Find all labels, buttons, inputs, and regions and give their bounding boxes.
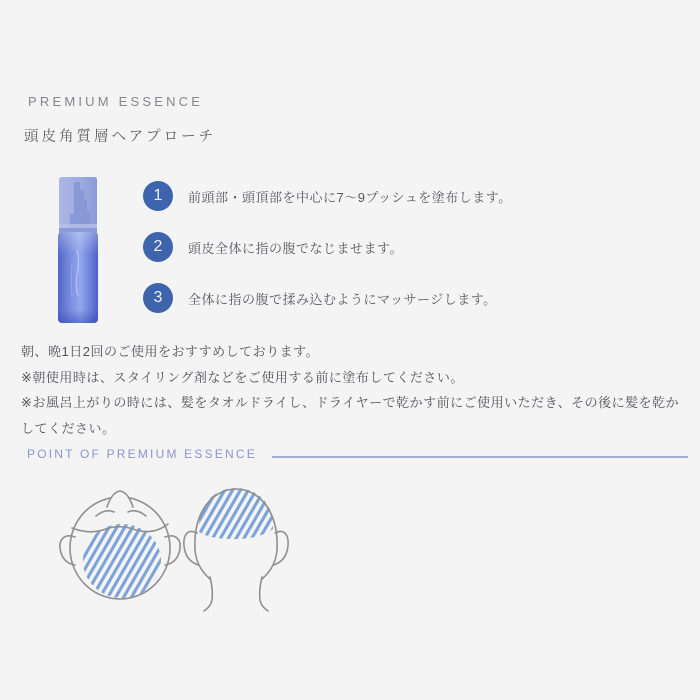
step-2 (143, 232, 403, 262)
brand-heading: PREMIUM ESSENCE (28, 94, 204, 109)
usage-notes (21, 339, 685, 441)
step-3-number-badge: 3 (143, 283, 173, 313)
point-section-rule (272, 456, 688, 458)
usage-note-line: ※お風呂上がりの時には、髪をタオルドライし、ドライヤーで乾かす前にご使用いただき、その後に髪を乾かしてください。 (21, 395, 680, 436)
usage-note-line: ※朝使用時は、スタイリング剤などをご使用する前に塗布してください。 (21, 369, 464, 385)
spray-bottle-icon (53, 174, 103, 326)
product-bottle-image (53, 174, 103, 326)
point-section-heading: POINT OF PREMIUM ESSENCE (27, 447, 257, 461)
page-subtitle: 頭皮角質層へアプローチ (24, 129, 217, 145)
step-1-text: 前頭部・頭頂部を中心に7〜9プッシュを塗布します。 (188, 189, 512, 205)
head-top-view-icon (60, 491, 180, 599)
step-2-text: 頭皮全体に指の腹でなじませます。 (188, 240, 403, 256)
step-3 (143, 283, 497, 313)
usage-note-line: 朝、晩1日2回のご使用をおすすめしております。 (21, 344, 320, 359)
step-1 (143, 181, 512, 211)
head-back-view-icon (184, 488, 288, 611)
step-1-number-badge: 1 (143, 181, 173, 211)
step-2-number-badge: 2 (143, 232, 173, 262)
heads-diagram (56, 480, 300, 620)
step-3-text: 全体に指の腹で揉み込むようにマッサージします。 (188, 291, 497, 307)
application-area-illustration (56, 480, 300, 620)
